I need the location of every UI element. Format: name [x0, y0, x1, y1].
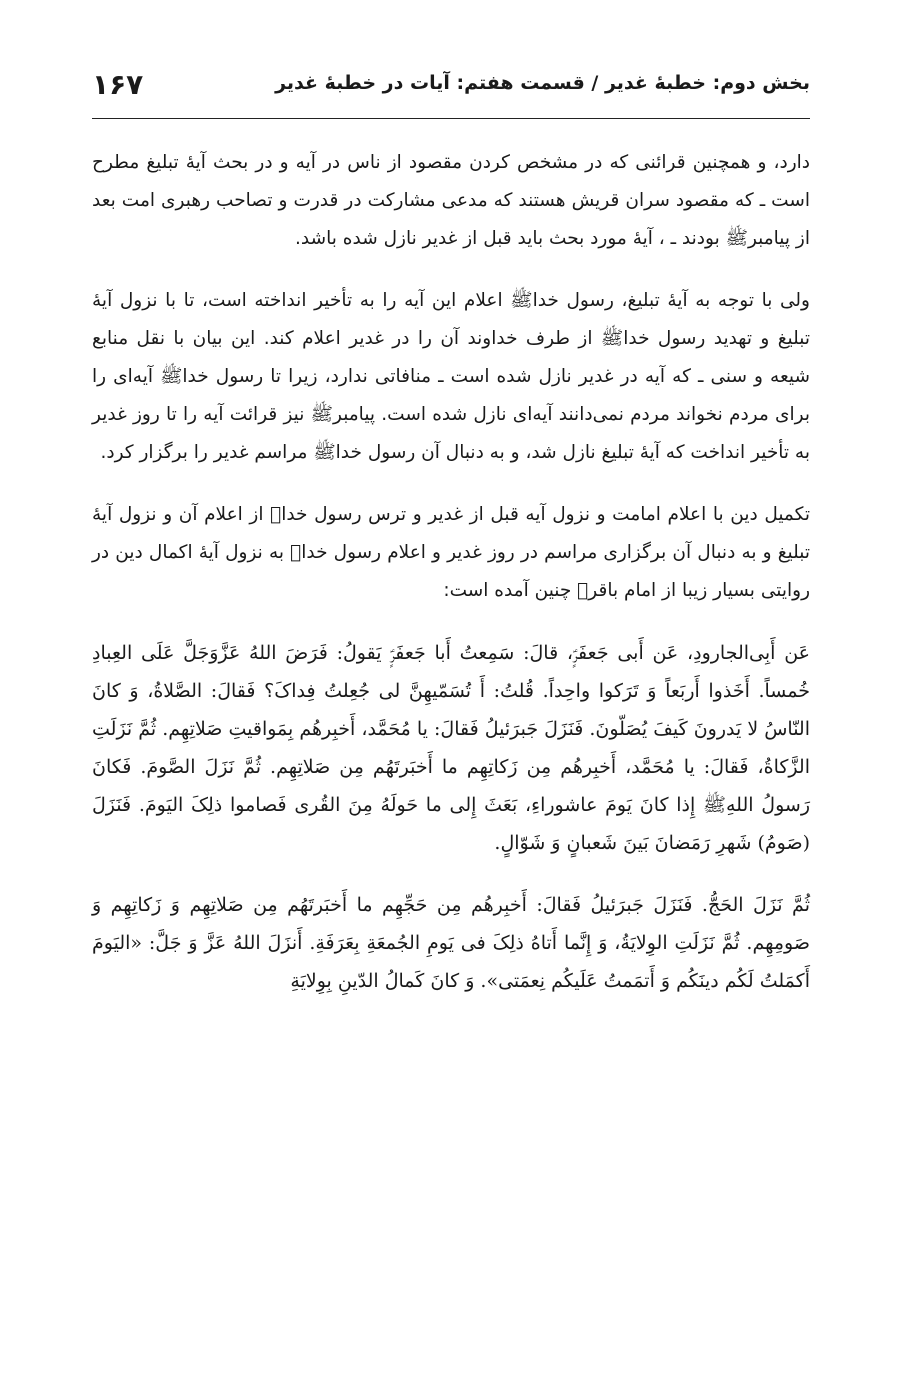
body-paragraph: دارد، و همچنین قرائنی که در مشخص کردن مقصود از ناس در آیه و در بحث آیهٔ تبلیغ مطرح است ـ که مقصود سران قریش هستند که مدعی مشارکت در قدرت و تصاحب رهبری امت بعد از پیامبرﷺ بودند ـ ، آیهٔ مورد بحث باید قبل از غدیر نازل شده باشد. [92, 152, 810, 249]
hadith-paragraph: عَن أَبِی‌الجارودِ، عَن أَبی جَعفَرٍؑ، قالَ: سَمِعتُ أَبا جَعفَرٍؑ یَقولُ: فَرَضَ اللهُ عَزَّوَجَلَّ عَلَی العِبادِ خُمساً. أَخَذوا أَربَعاً وَ تَرَکوا واحِداً. قُلتُ: أَ تُسَمّیهِنَّ لی جُعِلتُ فِداکَ؟ فَقالَ: الصَّلاةُ، وَ کانَ النّاسُ لا یَدرونَ کَیفَ یُصَلّونَ. فَنَزَلَ جَبرَئیلُ فَقالَ: یا مُحَمَّد، أَخبِرهُم بِمَواقیتِ صَلاتِهِم. ثُمَّ نَزَلَتِ الزَّکاةُ، فَقالَ: یا مُحَمَّد، أَخبِرهُم مِن زَکاتِهِم ما أَخبَرتَهُم مِن صَلاتِهِم. ثُمَّ نَزَلَ الصَّومَ. فَکانَ رَسولُ اللهِﷺ إِذا کانَ یَومَ عاشوراءِ، بَعَثَ إِلی ما حَولَهُ مِنَ القُری فَصاموا ذلِکَ الیَومَ. فَنَزَلَ (صَومُ) شَهرِ رَمَضانَ بَینَ شَعبانٍ وَ شَوّالٍ. [92, 642, 810, 854]
running-header [92, 68, 810, 112]
running-title: بخش دوم: خطبهٔ غدیر / قسمت هفتم: آیات در خطبهٔ غدیر [275, 72, 810, 94]
header-divider [92, 118, 810, 119]
page-body [92, 144, 810, 1024]
page-number: ۱۶۷ [92, 68, 144, 101]
hadith-paragraph: ثُمَّ نَزَلَ الحَجُّ. فَنَزَلَ جَبرَئیلُ فَقالَ: أَخبِرهُم مِن حَجِّهِم ما أَخبَرتَهُم مِن صَلاتِهِم وَ زَکاتِهِم وَ صَومِهِم. ثُمَّ نَزَلَتِ الوِلایَةُ، وَ إِنَّما أَتاهُ ذلِکَ فی یَومِ الجُمعَةِ بِعَرَفَةِ. أَنزَلَ اللهُ عَزَّ وَ جَلَّ: «الیَومَ أَکمَلتُ لَکُم دینَکُم وَ أَتمَمتُ عَلَیکُم نِعمَتی». وَ کانَ کَمالُ الدّینِ بِوِلایَةِ [92, 894, 810, 992]
body-paragraph: تکمیل دین با اعلام امامت و نزول آیه قبل از غدیر و ترس رسول خداﷺ از اعلام آن و نزول آیهٔ تبلیغ و به دنبال آن برگزاری مراسم در روز غدیر و اعلام رسول خداﷺ به نزول آیهٔ اکمال دین در روایتی بسیار زیبا از امام باقرؑ چنین آمده است: [92, 504, 810, 601]
body-paragraph: ولی با توجه به آیهٔ تبلیغ، رسول خداﷺ اعلام این آیه را به تأخیر انداخته است، تا با نزول آیهٔ تبلیغ و تهدید رسول خداﷺ از طرف خداوند آن را در غدیر اعلام کند. این بیان با نقل منابع شیعه و سنی ـ که آیه در غدیر نازل شده است ـ منافاتی ندارد، زیرا تا رسول خداﷺ آیه‌ای را برای مردم نخواند مردم نمی‌دانند آیه‌ای نازل شده است. پیامبرﷺ نیز قرائت آیه را تا روز غدیر به تأخیر انداخت که آیهٔ تبلیغ نازل شد، و به دنبال آن رسول خداﷺ مراسم غدیر را برگزار کرد. [92, 290, 810, 463]
